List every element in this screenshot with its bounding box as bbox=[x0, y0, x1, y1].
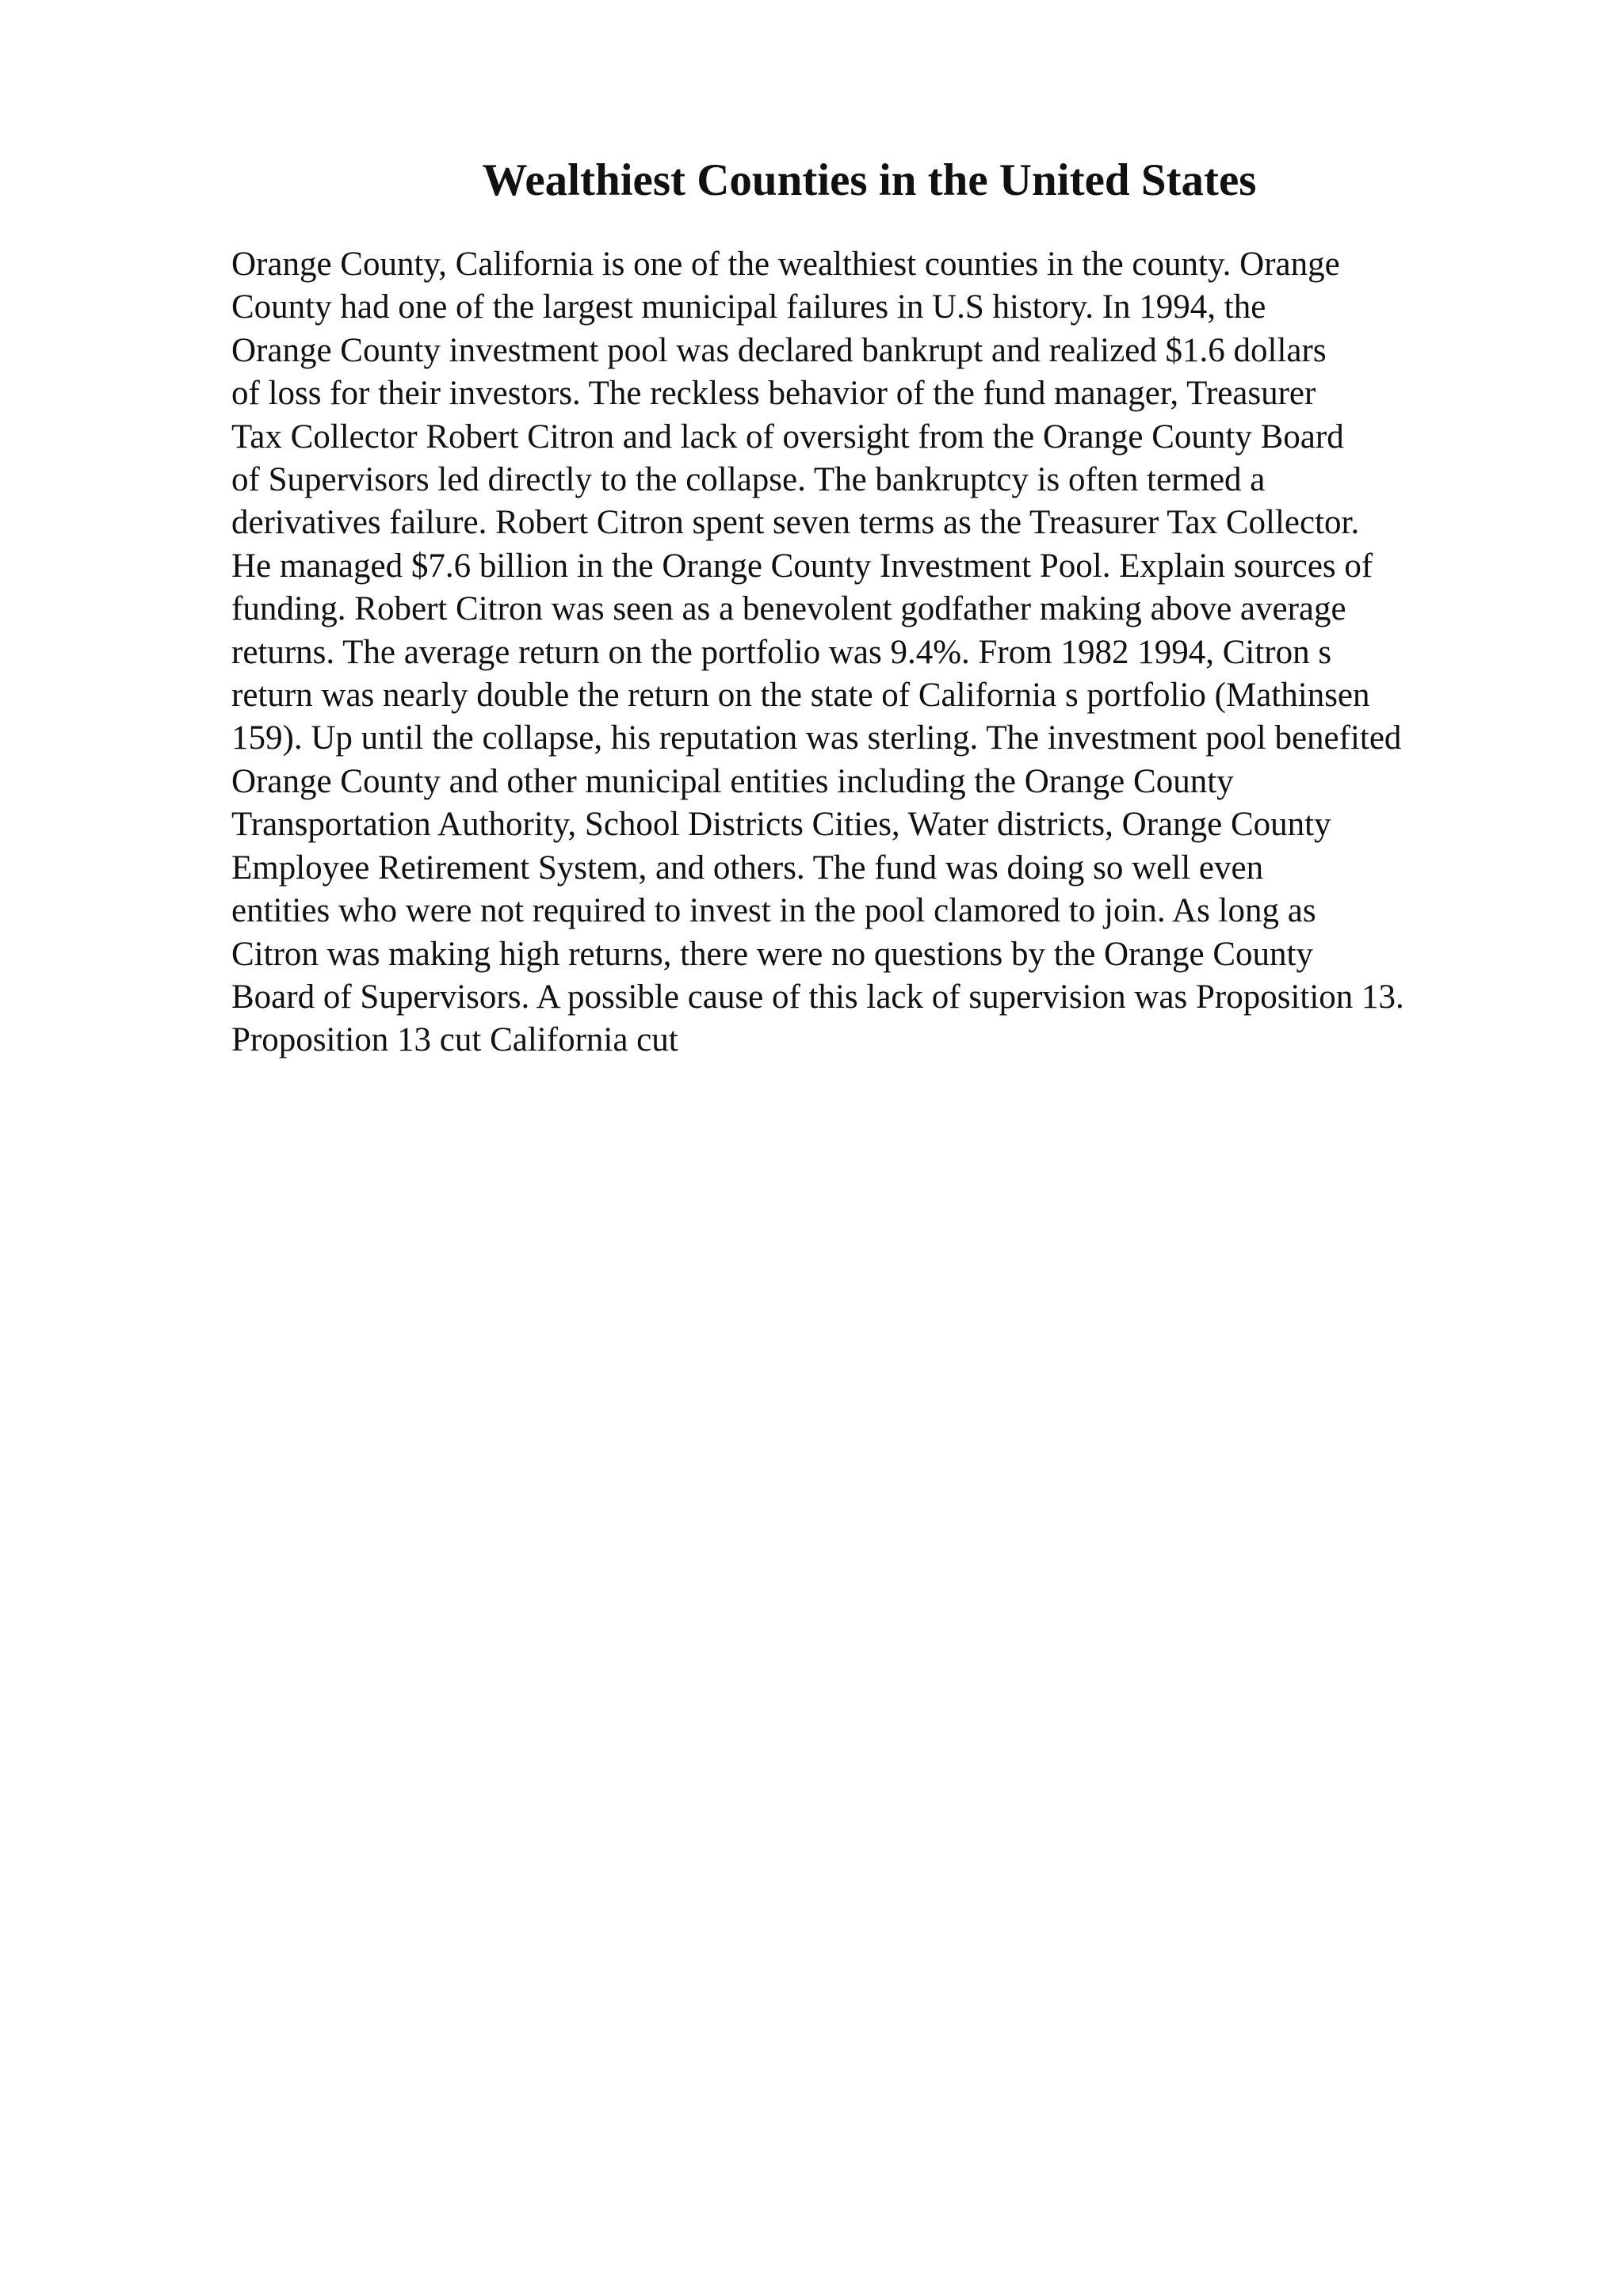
body-line: return was nearly double the return on the state of California s portfolio (Mathinsen bbox=[231, 677, 1370, 715]
body-line: returns. The average return on the portfolio was 9.4%. From 1982 1994, Citron s bbox=[231, 633, 1332, 671]
body-line: He managed $7.6 billion in the Orange County Investment Pool. Explain sources of bbox=[231, 547, 1373, 585]
body-line: Employee Retirement System, and others. The fund was doing so well even bbox=[231, 849, 1264, 887]
body-line: Orange County, California is one of the wealthiest counties in the county. Orange bbox=[231, 246, 1340, 283]
body-line: Proposition 13 cut California cut bbox=[231, 1021, 678, 1059]
body-line: Orange County and other municipal entities including the Orange County bbox=[231, 762, 1234, 800]
body-line: Orange County investment pool was declared bankrupt and realized $1.6 dollars bbox=[231, 331, 1327, 369]
body-line: Transportation Authority, School Districts Cities, Water districts, Orange County bbox=[231, 806, 1331, 844]
document-body bbox=[231, 243, 1610, 1062]
body-line: of loss for their investors. The reckless behavior of the fund manager, Treasurer bbox=[231, 375, 1316, 413]
body-line: 159). Up until the collapse, his reputation was sterling. The investment pool benefited bbox=[231, 719, 1402, 757]
body-line: funding. Robert Citron was seen as a benevolent godfather making above average bbox=[231, 590, 1346, 628]
body-line: Tax Collector Robert Citron and lack of oversight from the Orange County Board bbox=[231, 418, 1344, 456]
body-line: Board of Supervisors. A possible cause of this lack of supervision was Proposition 13. bbox=[231, 978, 1404, 1016]
body-line: Citron was making high returns, there were no questions by the Orange County bbox=[231, 935, 1313, 973]
document-title: Wealthiest Counties in the United States bbox=[482, 155, 1257, 205]
body-line: entities who were not required to invest in the pool clamored to join. As long as bbox=[231, 892, 1316, 930]
body-line: of Supervisors led directly to the collapse. The bankruptcy is often termed a bbox=[231, 461, 1266, 499]
body-line: County had one of the largest municipal failures in U.S history. In 1994, the bbox=[231, 288, 1266, 326]
body-line: derivatives failure. Robert Citron spent seven terms as the Treasurer Tax Collector. bbox=[231, 504, 1360, 542]
